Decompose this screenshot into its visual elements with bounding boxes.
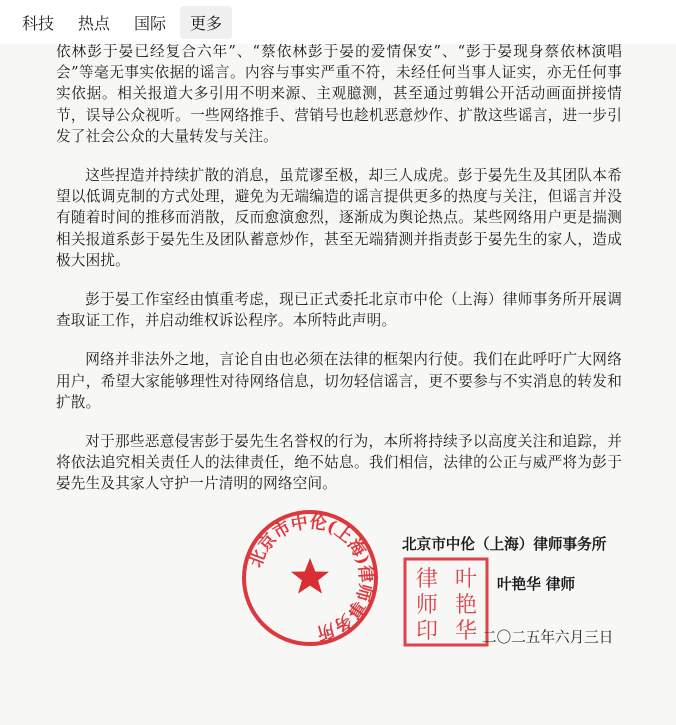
svg-text:律: 律 bbox=[415, 567, 439, 592]
svg-text:叶: 叶 bbox=[454, 567, 478, 592]
paragraph-5: 对于那些恶意侵害彭于晏先生名誉权的行为，本所将持续予以高度关注和追踪，并将依法追究相关责任人的法律责任，绝不姑息。我们相信，法律的公正与威严将为彭于晏先生及其家人守护一片清明的网络空间。 bbox=[56, 433, 622, 493]
top-nav-bar bbox=[0, 0, 676, 44]
svg-text:印: 印 bbox=[415, 619, 439, 644]
paragraph-1: 依林彭于晏已经复合六年”、“蔡依林彭于晏的爱情保安”、“彭于晏现身蔡依林演唱会”等毫无事实依据的谣言。内容与事实严重不符，未经任何当事人证实，亦无任何事实依据。相关报道大多引用不明来源、主观臆测，甚至通过剪辑公开活动画面拼接情节，误导公众视听。一些网络推手、营销号也趁机恶意炒作、扩散这些谣言，进一步引发了社会公众的大量转发与关注。 bbox=[56, 44, 622, 145]
paragraph-4: 网络并非法外之地，言论自由也必须在法律的框架内行使。我们在此呼吁广大网络用户，希望大家能够理性对待网络信息，切勿轻信谣言，更不要参与不实消息的转发和扩散。 bbox=[56, 351, 622, 411]
lawyer-square-seal bbox=[402, 556, 490, 648]
statement-body bbox=[56, 44, 622, 513]
tab-hot[interactable]: 热点 bbox=[78, 13, 111, 33]
svg-text:师: 师 bbox=[415, 593, 439, 618]
svg-text:华: 华 bbox=[454, 619, 478, 644]
svg-text:艳: 艳 bbox=[454, 593, 478, 618]
legal-statement-image bbox=[0, 44, 676, 725]
seal-star-icon bbox=[291, 558, 329, 594]
seal-text: 北京市中伦(上海)律师事务所 bbox=[246, 512, 376, 643]
tab-international[interactable]: 国际 bbox=[134, 13, 167, 33]
tab-tech[interactable]: 科技 bbox=[22, 13, 55, 33]
statement-date: 二〇二五年六月三日 bbox=[482, 629, 614, 646]
firm-signature: 北京市中伦（上海）律师事务所 bbox=[402, 536, 607, 553]
paragraph-2: 这些捏造并持续扩散的消息，虽荒谬至极，却三人成虎。彭于晏先生及其团队本希望以低调克制的方式处理，避免为无端编造的谣言提供更多的热度与关注，但谣言并没有随着时间的推移而消散，反而愈演愈烈，逐渐成为舆论热点。某些网络用户更是揣测相关报道系彭于晏先生及团队蓄意炒作，甚至无端猜测并指责彭于晏先生的家人，造成极大困扰。 bbox=[56, 167, 622, 269]
tab-more[interactable]: 更多 bbox=[180, 6, 232, 39]
paragraph-3: 彭于晏工作室经由慎重考虑，现已正式委托北京市中伦（上海）律师事务所开展调查取证工作，并启动维权诉讼程序。本所特此声明。 bbox=[56, 291, 622, 330]
lawyer-signature: 叶艳华 律师 bbox=[497, 576, 576, 593]
law-firm-round-seal bbox=[240, 508, 380, 648]
